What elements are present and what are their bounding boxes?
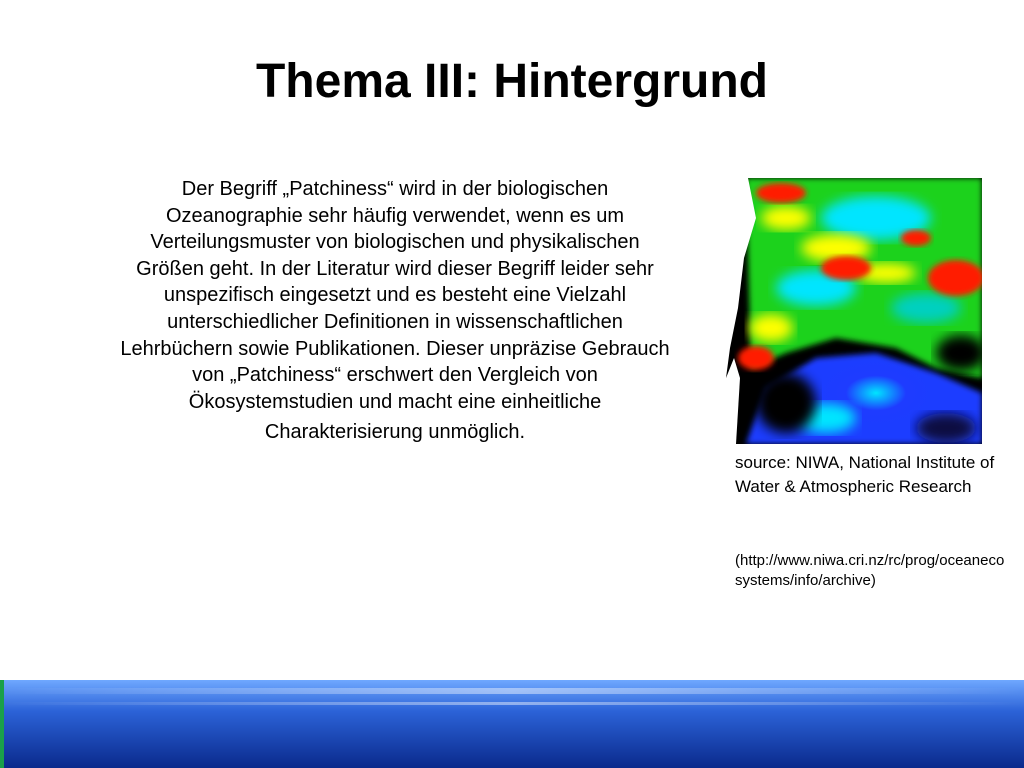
body-paragraph-last-line: Charakterisierung unmöglich.: [264, 421, 526, 444]
footer-ocean-banner: [0, 680, 1024, 768]
body-paragraph-text: Der Begriff „Patchiness“ wird in der biologischen Ozeanographie sehr häufig verwendet, wenn es um Verteilungsmuster von biologischen und physikalischen Größen geht. In der Literatur wird dieser Begriff leider sehr unspezifisch eingesetzt und es besteht eine Vielzahl unterschiedlicher Definitionen in wissenschaftlichen Lehrbüchern sowie Publikationen. Dieser unpräzise Gebrauch von „Patchiness“ erschwert den Vergleich von Ökosystemstudien und macht eine einheitliche: [120, 178, 670, 413]
slide-title: Thema III: Hintergrund: [255, 55, 768, 108]
body-paragraph: [120, 176, 670, 446]
image-source-url: (http://www.niwa.cri.nz/rc/prog/oceanecosystems/info/archive): [735, 552, 1005, 589]
image-caption: source: NIWA, National Institute of Water & Atmospheric Research: [735, 453, 995, 496]
ocean-chlorophyll-image: [726, 178, 982, 444]
satellite-map-graphic: [726, 178, 982, 444]
footer-wave-graphic: [0, 680, 1024, 768]
